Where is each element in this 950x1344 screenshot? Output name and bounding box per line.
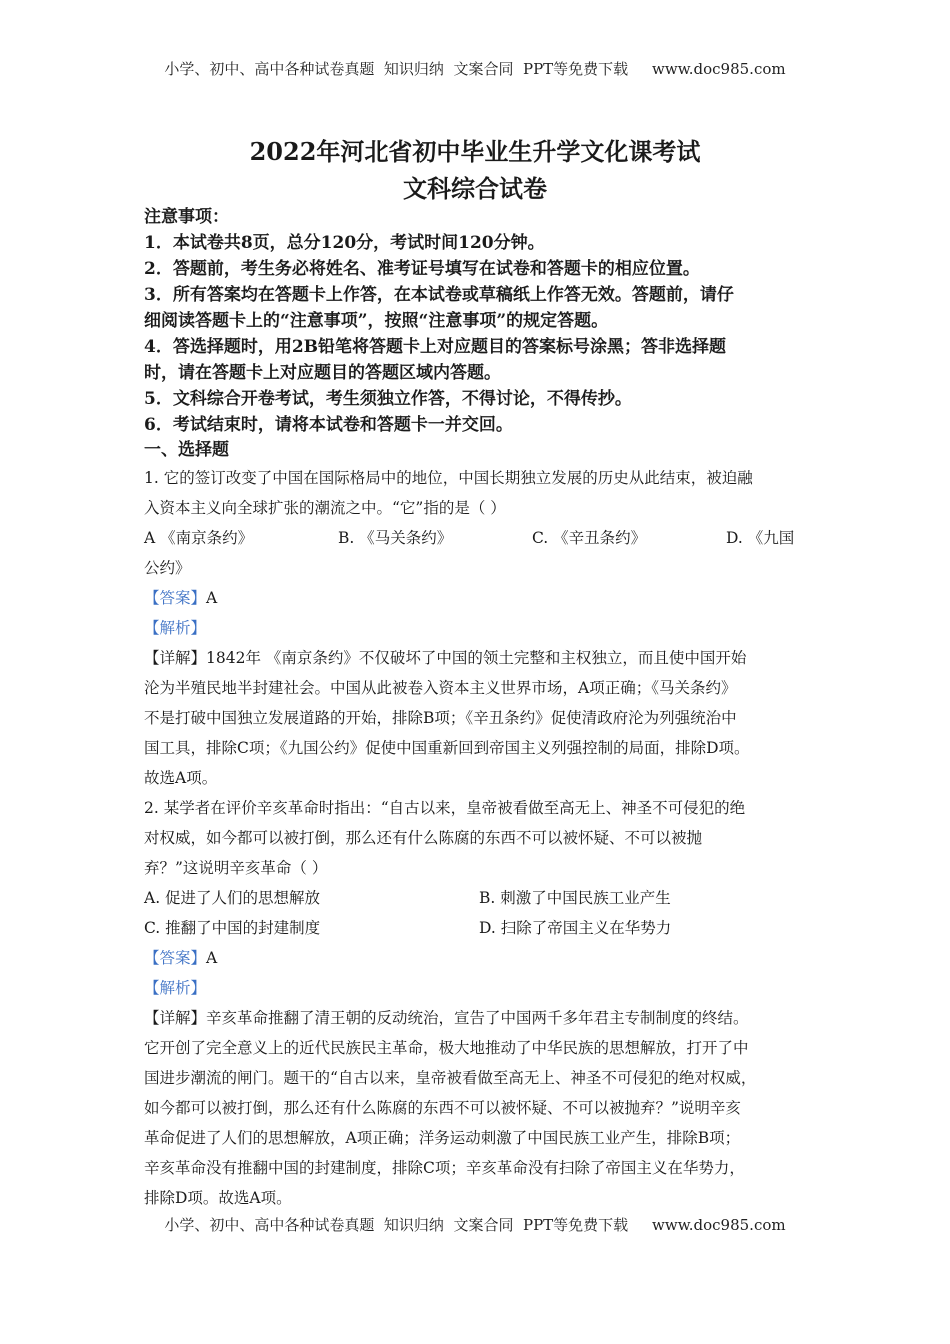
answer-line (144, 583, 814, 613)
notice-item: 6．考试结束时，请将本试卷和答题卡一并交回。 (144, 415, 513, 435)
answer-label: 【答案】 (144, 949, 207, 967)
answer-line (144, 943, 814, 973)
option-a: A 《南京条约》 (144, 529, 254, 547)
options-row (144, 523, 814, 553)
question-stem: 入资本主义向全球扩张的潮流之中。“它”指的是（ ） (144, 499, 506, 517)
detail-line: 辛亥革命没有推翻中国的封建制度，排除C项；辛亥革命没有扫除了帝国主义在华势力， (144, 1159, 745, 1177)
notice-item: 4．答选择题时，用2B铅笔将答题卡上对应题目的答案标号涂黑；答非选择题 (144, 337, 727, 357)
answer-label: 【答案】 (144, 589, 207, 607)
notice-heading: 注意事项： (144, 207, 229, 227)
exam-title: 2022年河北省初中毕业生升学文化课考试 (249, 137, 701, 166)
notice-item: 3．所有答案均在答题卡上作答，在本试卷或草稿纸上作答无效。答题前，请仔 (144, 285, 734, 305)
page-footer: 小学、初中、高中各种试卷真题 知识归纳 文案合同 PPT等免费下载 www.doc985.com (164, 1216, 786, 1234)
question-stem: 1. 它的签订改变了中国在国际格局中的地位，中国长期独立发展的历史从此结束，被迫融 (144, 469, 753, 487)
question-1 (144, 463, 814, 793)
option-d-wrap: 公约》 (144, 559, 191, 577)
options-row (144, 883, 814, 913)
option-a: A. 促进了人们的思想解放 (144, 889, 321, 907)
page-content (144, 204, 814, 1213)
detail-line: 如今都可以被打倒，那么还有什么陈腐的东西不可以被怀疑、不可以被抛弃？”说明辛亥 (144, 1099, 741, 1117)
detail-line: 【详解】辛亥革命推翻了清王朝的反动统治，宣告了中国两千多年君主专制制度的终结。 (144, 1009, 749, 1027)
options-row (144, 913, 814, 943)
detail-line: 革命促进了人们的思想解放，A项正确；洋务运动刺激了中国民族工业产生，排除B项； (144, 1129, 741, 1147)
option-b: B. 刺激了中国民族工业产生 (479, 889, 671, 907)
section-title: 一、选择题 (144, 440, 229, 460)
detail-line: 国工具，排除C项；《九国公约》促使中国重新回到帝国主义列强控制的局面，排除D项。 (144, 739, 750, 757)
detail-line: 国进步潮流的闸门。题干的“自古以来，皇帝被看做至高无上、神圣不可侵犯的绝对权威， (144, 1069, 757, 1087)
detail-line: 沦为半殖民地半封建社会。中国从此被卷入资本主义世界市场，A项正确；《马关条约》 (144, 679, 737, 697)
question-stem: 2. 某学者在评价辛亥革命时指出：“自古以来，皇帝被看做至高无上、神圣不可侵犯的绝 (144, 799, 746, 817)
option-b: B. 《马关条约》 (338, 529, 453, 547)
option-d: D. 《九国 (726, 529, 795, 547)
notice-block (144, 204, 814, 438)
question-stem: 对权威，如今都可以被打倒，那么还有什么陈腐的东西不可以被怀疑、不可以被抛 (144, 829, 703, 847)
detail-line: 它开创了完全意义上的近代民族民主革命，极大地推动了中华民族的思想解放，打开了中 (144, 1039, 749, 1057)
analysis-label: 【解析】 (144, 979, 207, 997)
option-d: D. 扫除了帝国主义在华势力 (479, 919, 672, 937)
question-2 (144, 793, 814, 1213)
exam-subtitle: 文科综合试卷 (403, 174, 547, 203)
detail-line: 排除D项。故选A项。 (144, 1189, 292, 1207)
detail-line: 不是打破中国独立发展道路的开始，排除B项；《辛丑条约》促使清政府沦为列强统治中 (144, 709, 737, 727)
answer-value: A (206, 589, 218, 607)
answer-value: A (206, 949, 218, 967)
notice-item: 5．文科综合开卷考试，考生须独立作答，不得讨论，不得传抄。 (144, 389, 632, 409)
notice-item: 2．答题前，考生务必将姓名、准考证号填写在试卷和答题卡的相应位置。 (144, 259, 700, 279)
notice-item: 时，请在答题卡上对应题目的答题区域内答题。 (144, 363, 501, 383)
notice-item: 细阅读答题卡上的“注意事项”，按照“注意事项”的规定答题。 (144, 311, 609, 331)
question-stem: 弃？”这说明辛亥革命（ ） (144, 859, 328, 877)
detail-line: 故选A项。 (144, 769, 218, 787)
detail-line: 【详解】1842年 《南京条约》不仅破坏了中国的领土完整和主权独立，而且使中国开始 (144, 649, 747, 667)
option-c: C. 《辛丑条约》 (532, 529, 647, 547)
option-c: C. 推翻了中国的封建制度 (144, 919, 321, 937)
notice-item: 1．本试卷共8页，总分120分，考试时间120分钟。 (144, 233, 545, 253)
analysis-label: 【解析】 (144, 619, 207, 637)
page-header: 小学、初中、高中各种试卷真题 知识归纳 文案合同 PPT等免费下载 www.doc985.com (164, 60, 786, 78)
